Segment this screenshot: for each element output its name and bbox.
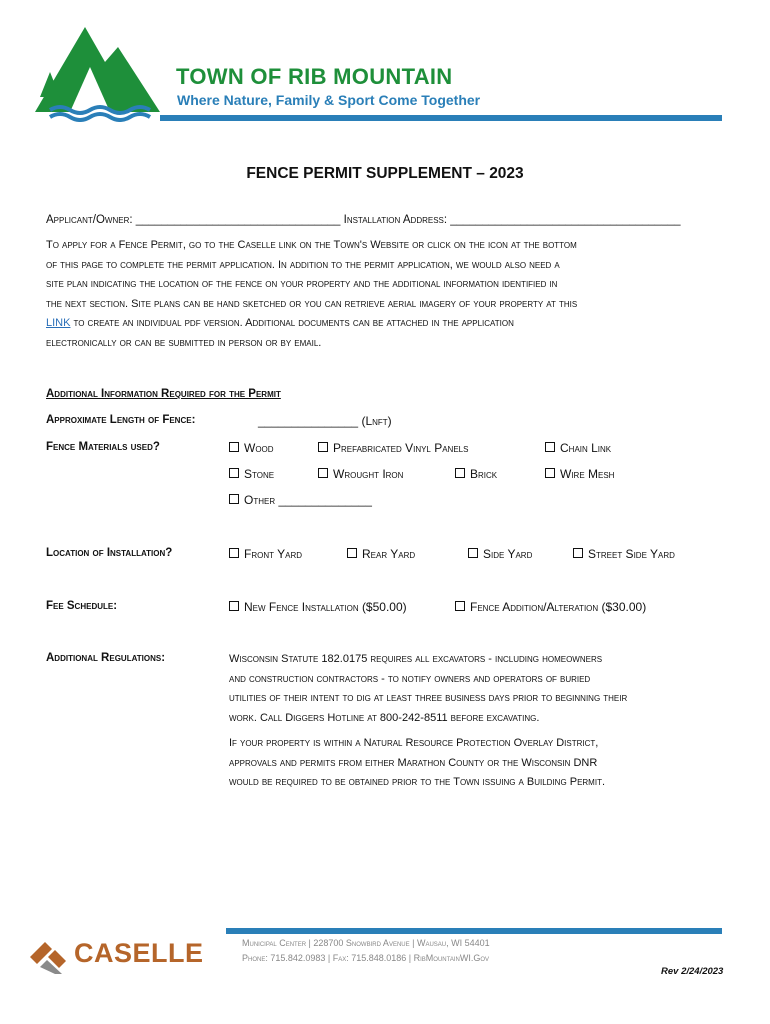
caselle-brand[interactable]: CASELLE [74,938,204,968]
org-name: TOWN OF RIB MOUNTAIN [176,64,453,89]
checkbox-icon [229,442,239,452]
material-wood-checkbox[interactable]: Wood [229,441,274,455]
location-label: Location of Installation? [46,547,173,559]
checkbox-icon [455,468,465,478]
footer-address: Municipal Center | 228700 Snowbird Avenue | Wausau, WI 54401 [242,938,490,948]
intro-line-with-link [46,314,577,334]
regulations-paragraph-1: Wisconsin Statute 182.0175 requires all excavators - including homeowners and construction contractors - to notify owners and operators of buried utilities of their intent to dig at least three business days prior to beginning their work. Call Diggers Hotline at 800-242-8511 before excavating. [229,653,628,724]
intro-line: electronically or can be submitted in person or by email. [46,336,322,349]
checkbox-icon [545,442,555,452]
intro-paragraph [46,236,577,353]
checkbox-icon [229,494,239,504]
location-rear-yard-checkbox[interactable]: Rear Yard [347,547,415,561]
length-label: Approximate Length of Fence: [46,414,196,426]
material-stone-checkbox[interactable]: Stone [229,467,274,481]
checkbox-icon [468,548,478,558]
footer-divider [226,928,722,934]
material-wire-mesh-checkbox[interactable]: Wire Mesh [545,467,614,481]
org-tagline: Where Nature, Family & Sport Come Together [177,92,481,108]
footer-contact: Phone: 715.842.0983 | Fax: 715.848.0186 | RibMountainWI.Gov [242,953,490,963]
material-vinyl-checkbox[interactable]: Prefabricated Vinyl Panels [318,441,468,455]
checkbox-icon [347,548,357,558]
materials-label: Fence Materials used? [46,441,160,453]
section-heading: Additional Information Required for the Permit [46,388,281,400]
material-wrought-iron-checkbox[interactable]: Wrought Iron [318,467,403,481]
aerial-imagery-link[interactable]: LINK [46,317,71,329]
checkbox-icon [229,468,239,478]
intro-line: To apply for a Fence Permit, go to the Caselle link on the Town's Website or click on the icon at the bottom [46,239,577,251]
checkbox-icon [229,601,239,611]
town-logo-icon [30,22,170,122]
checkbox-icon [229,548,239,558]
checkbox-icon [318,442,328,452]
regulations-paragraph-2: If your property is within a Natural Resource Protection Overlay District, approvals and permits from either Marathon County or the Wisconsin DNR would be required to be obtained prior to the Town issuing a Building Permit. [229,737,606,788]
checkbox-icon [573,548,583,558]
location-side-yard-checkbox[interactable]: Side Yard [468,547,532,561]
regulations-label: Additional Regulations: [46,652,166,664]
intro-line: of this page to complete the permit application. In addition to the permit application, we would also need a [46,258,560,271]
intro-after-link: to create an individual pdf version. Additional documents can be attached in the application [70,317,514,329]
page-title: FENCE PERMIT SUPPLEMENT – 2023 [246,165,524,182]
length-field[interactable]: _______________ (Lnft) [258,414,392,428]
revision-date: Rev 2/24/2023 [661,966,724,977]
checkbox-icon [318,468,328,478]
intro-line: site plan indicating the location of the fence on your property and the additional information identified in [46,278,558,290]
checkbox-icon [545,468,555,478]
caselle-logo-icon[interactable] [26,938,72,976]
checkbox-icon [455,601,465,611]
material-other-checkbox[interactable]: Other ______________ [229,493,372,507]
location-front-yard-checkbox[interactable]: Front Yard [229,547,302,561]
material-chainlink-checkbox[interactable]: Chain Link [545,441,611,455]
fee-new-installation-checkbox[interactable]: New Fence Installation ($50.00) [229,600,407,614]
location-street-side-checkbox[interactable]: Street Side Yard [573,547,675,561]
fee-label: Fee Schedule: [46,600,118,612]
fee-addition-checkbox[interactable]: Fence Addition/Alteration ($30.00) [455,600,646,614]
applicant-line[interactable]: Applicant/Owner: ________________________________ Installation Address: ____________________________________ [46,214,681,226]
material-brick-checkbox[interactable]: Brick [455,467,497,481]
intro-line: the next section. Site plans can be hand sketched or you can retrieve aerial imagery of your property at this [46,297,578,310]
header-divider [160,115,722,121]
